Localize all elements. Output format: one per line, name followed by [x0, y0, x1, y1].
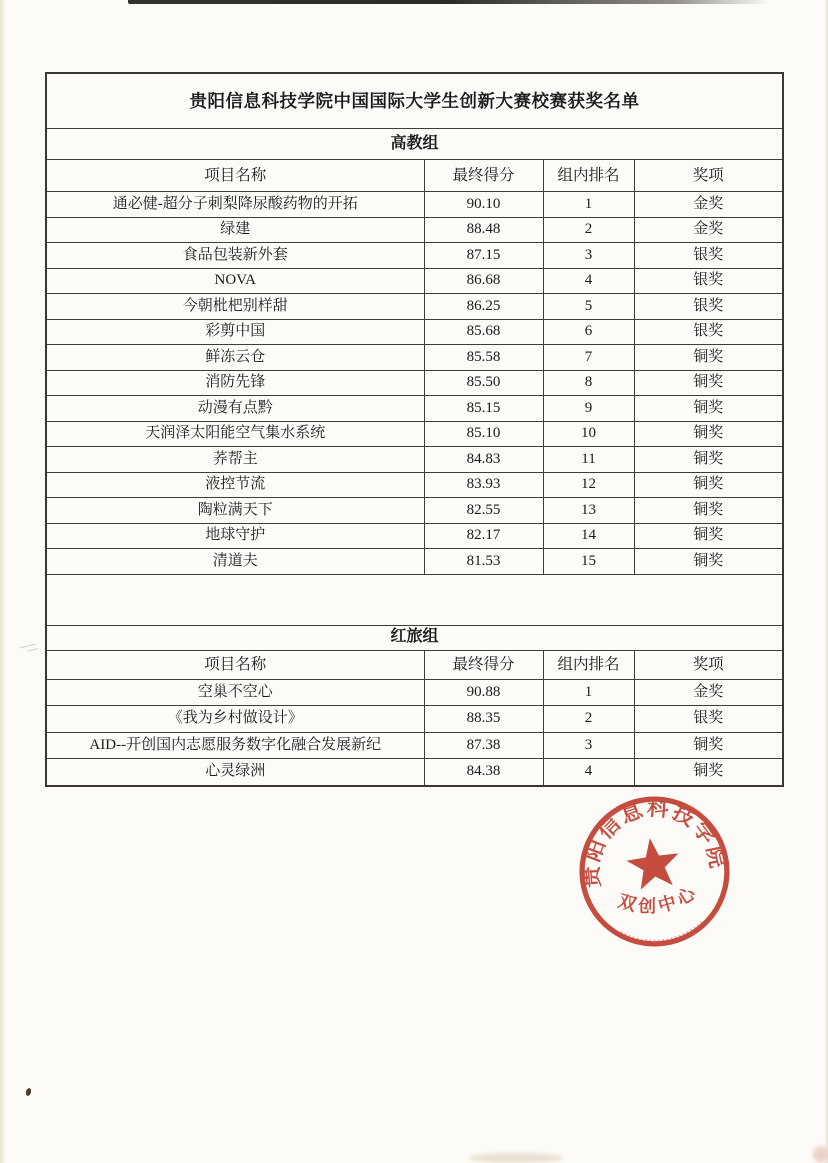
group-title-honglv: 红旅组 — [46, 625, 783, 650]
cell-project-name: 《我为乡村做设计》 — [46, 706, 424, 733]
official-stamp — [576, 793, 733, 950]
cell-group-rank: 9 — [543, 396, 634, 422]
award-row — [46, 217, 783, 243]
cell-award: 铜奖 — [634, 447, 783, 473]
empty-spacer-cell — [46, 574, 783, 625]
cell-final-score: 85.50 — [424, 370, 543, 396]
award-row — [46, 498, 783, 524]
group-section-honglv — [46, 625, 783, 679]
cell-award: 银奖 — [634, 268, 783, 294]
cell-project-name: 消防先锋 — [46, 370, 424, 396]
cell-group-rank: 7 — [543, 345, 634, 371]
title-row — [46, 73, 783, 129]
col-header-group-rank: 组内排名 — [543, 650, 634, 679]
cell-group-rank: 2 — [543, 217, 634, 243]
cell-final-score: 90.10 — [424, 192, 543, 218]
cell-final-score: 86.25 — [424, 294, 543, 320]
cell-project-name: 鲜冻云仓 — [46, 345, 424, 371]
empty-spacer-row — [46, 574, 783, 625]
award-row — [46, 370, 783, 396]
cell-award: 铜奖 — [634, 498, 783, 524]
cell-group-rank: 12 — [543, 472, 634, 498]
award-row — [46, 192, 783, 218]
award-row — [46, 549, 783, 575]
award-row — [46, 243, 783, 269]
cell-group-rank: 4 — [543, 759, 634, 786]
col-header-award: 奖项 — [634, 160, 783, 192]
cell-group-rank: 8 — [543, 370, 634, 396]
col-header-group-rank: 组内排名 — [543, 160, 634, 192]
group-rows-gaojiao — [46, 192, 783, 575]
cell-final-score: 85.68 — [424, 319, 543, 345]
cell-final-score: 82.17 — [424, 523, 543, 549]
cell-award: 金奖 — [634, 679, 783, 706]
group-title-gaojiao: 高教组 — [46, 129, 783, 160]
cell-project-name: 天润泽太阳能空气集水系统 — [46, 421, 424, 447]
cell-award: 铜奖 — [634, 549, 783, 575]
group-title-row — [46, 129, 783, 160]
cell-final-score: 88.35 — [424, 706, 543, 733]
scan-edge-artifact-right — [824, 0, 828, 1163]
col-header-final-score: 最终得分 — [424, 650, 543, 679]
awards-table — [45, 72, 784, 787]
cell-award: 铜奖 — [634, 345, 783, 371]
cell-project-name: 荞帮主 — [46, 447, 424, 473]
cell-final-score: 85.15 — [424, 396, 543, 422]
cell-final-score: 88.48 — [424, 217, 543, 243]
group-section-gaojiao — [46, 129, 783, 192]
smudge-artifact-bottom — [468, 1153, 563, 1163]
group-title-row — [46, 625, 783, 650]
cell-group-rank: 10 — [543, 421, 634, 447]
cell-group-rank: 4 — [543, 268, 634, 294]
group-rows-honglv — [46, 679, 783, 786]
cell-award: 金奖 — [634, 192, 783, 218]
award-row — [46, 447, 783, 473]
scan-edge-artifact-top — [128, 0, 770, 4]
cell-group-rank: 5 — [543, 294, 634, 320]
cell-project-name: 地球守护 — [46, 523, 424, 549]
award-row — [46, 706, 783, 733]
cell-final-score: 87.15 — [424, 243, 543, 269]
award-row — [46, 396, 783, 422]
cell-group-rank: 3 — [543, 243, 634, 269]
cell-award: 铜奖 — [634, 396, 783, 422]
cell-project-name: AID--开创国内志愿服务数字化融合发展新纪 — [46, 732, 424, 759]
cell-project-name: 食品包装新外套 — [46, 243, 424, 269]
cell-project-name: 彩剪中国 — [46, 319, 424, 345]
column-header-row — [46, 650, 783, 679]
cell-award: 铜奖 — [634, 370, 783, 396]
cell-final-score: 86.68 — [424, 268, 543, 294]
cell-award: 金奖 — [634, 217, 783, 243]
award-row — [46, 345, 783, 371]
cell-project-name: 今朝枇杷别样甜 — [46, 294, 424, 320]
cell-project-name: 陶粒满天下 — [46, 498, 424, 524]
award-row — [46, 472, 783, 498]
cell-group-rank: 15 — [543, 549, 634, 575]
col-header-project-name: 项目名称 — [46, 650, 424, 679]
award-row — [46, 268, 783, 294]
cell-final-score: 84.83 — [424, 447, 543, 473]
svg-text:双创中心 — [613, 880, 704, 923]
cell-award: 铜奖 — [634, 732, 783, 759]
cell-final-score: 85.58 — [424, 345, 543, 371]
column-header-row — [46, 160, 783, 192]
cell-award: 铜奖 — [634, 759, 783, 786]
cell-final-score: 82.55 — [424, 498, 543, 524]
award-row — [46, 759, 783, 786]
cell-project-name: 空巢不空心 — [46, 679, 424, 706]
cell-award: 银奖 — [634, 706, 783, 733]
cell-award: 银奖 — [634, 319, 783, 345]
cell-group-rank: 13 — [543, 498, 634, 524]
cell-final-score: 87.38 — [424, 732, 543, 759]
col-header-project-name: 项目名称 — [46, 160, 424, 192]
cell-final-score: 83.93 — [424, 472, 543, 498]
col-header-award: 奖项 — [634, 650, 783, 679]
award-row — [46, 294, 783, 320]
cell-award: 铜奖 — [634, 421, 783, 447]
cell-group-rank: 1 — [543, 679, 634, 706]
cell-project-name: 动漫有点黔 — [46, 396, 424, 422]
cell-group-rank: 3 — [543, 732, 634, 759]
spacer-section — [46, 574, 783, 625]
stamp-org-text: 贵阳信息科技学院 — [578, 795, 731, 889]
cell-final-score: 85.10 — [424, 421, 543, 447]
cell-project-name: 心灵绿洲 — [46, 759, 424, 786]
cell-group-rank: 6 — [543, 319, 634, 345]
cell-final-score: 84.38 — [424, 759, 543, 786]
stamp-star-icon — [624, 835, 683, 892]
award-row — [46, 421, 783, 447]
cell-final-score: 90.88 — [424, 679, 543, 706]
cell-project-name: 清道夫 — [46, 549, 424, 575]
col-header-final-score: 最终得分 — [424, 160, 543, 192]
cell-award: 银奖 — [634, 243, 783, 269]
smudge-artifact-corner — [813, 1146, 828, 1163]
award-row — [46, 523, 783, 549]
scan-edge-artifact-left — [0, 0, 6, 1163]
cell-award: 银奖 — [634, 294, 783, 320]
cell-award: 铜奖 — [634, 472, 783, 498]
cell-project-name: 液控节流 — [46, 472, 424, 498]
award-row — [46, 679, 783, 706]
award-row — [46, 732, 783, 759]
stamp-center-text: 双创中心 — [615, 880, 703, 917]
cell-final-score: 81.53 — [424, 549, 543, 575]
award-row — [46, 319, 783, 345]
cell-group-rank: 14 — [543, 523, 634, 549]
cell-project-name: NOVA — [46, 268, 424, 294]
cell-group-rank: 2 — [543, 706, 634, 733]
cell-project-name: 绿建 — [46, 217, 424, 243]
cell-group-rank: 11 — [543, 447, 634, 473]
cell-project-name: 通必健-超分子刺梨降尿酸药物的开拓 — [46, 192, 424, 218]
cell-group-rank: 1 — [543, 192, 634, 218]
cell-award: 铜奖 — [634, 523, 783, 549]
document-title: 贵阳信息科技学院中国国际大学生创新大赛校赛获奖名单 — [46, 73, 783, 129]
